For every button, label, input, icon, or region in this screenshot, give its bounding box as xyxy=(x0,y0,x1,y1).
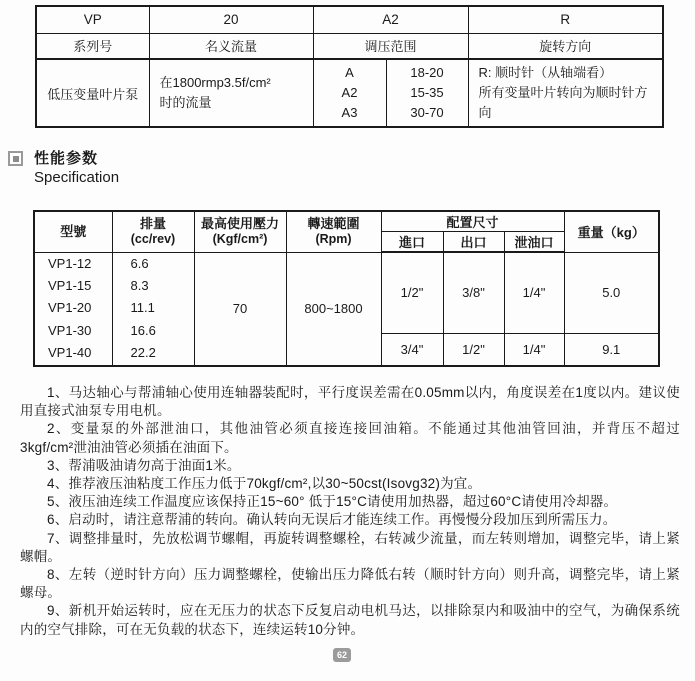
pressure-ranges-cell xyxy=(386,59,468,127)
label-pressure: 调压范围 xyxy=(313,33,468,59)
header-pressure: 最高使用壓力 (Kgf/cm²) xyxy=(194,211,286,252)
specification-table xyxy=(33,210,660,367)
outlet-group2: 1/2" xyxy=(443,333,504,365)
inlet-group1: 1/2" xyxy=(381,252,443,333)
square-bullet-icon xyxy=(8,151,23,166)
flow-desc-line2: 时的流量 xyxy=(159,95,212,110)
label-rotation: 旋转方向 xyxy=(468,33,663,59)
header-drain: 泄油口 xyxy=(504,232,564,253)
pressure-code-a3: A3 xyxy=(341,105,358,120)
inlet-group2: 3/4" xyxy=(381,333,443,365)
label-series: 系列号 xyxy=(36,33,149,59)
flow-desc-line1: 在1800rmp3.5f/cm² xyxy=(159,75,271,90)
weight-group1: 5.0 xyxy=(564,252,659,333)
series-name-cell: 低压变量叶片泵 xyxy=(36,59,149,127)
note-4: 4、推荐液压油粘度工作压力低于70kgf/cm²,以30~50cst(Isovg32)为宜。 xyxy=(47,476,482,492)
code-series: VP xyxy=(36,6,149,33)
drain-group2: 1/4" xyxy=(504,333,564,365)
note-9: 9、新机开始运转时，应在无压力的状态下反复启动电机马达，以排除泵内和吸油中的空气，为确保系统内的空气排除，可在无负载的状态下，连续运转10分钟。 xyxy=(20,603,680,637)
model-vp1-40: VP1-40 xyxy=(48,345,92,361)
rotation-line2: 所有变量叶片转向为顺时针方向 xyxy=(478,85,648,120)
notes-block xyxy=(20,384,680,639)
section-title-zh: 性能参数 xyxy=(34,150,99,167)
displacement-value: 22.2 xyxy=(130,345,156,361)
displacement-value: 6.6 xyxy=(130,255,149,271)
code-rotation: R xyxy=(468,6,663,33)
pressure-range-a: 18-20 xyxy=(410,65,444,80)
displacements-cell xyxy=(112,252,194,366)
rotation-desc-cell xyxy=(468,59,663,127)
note-5: 5、液压油连续工作温度应该保持正15~60° 低于15°C请使用加热器，超过60°C请使用冷却器。 xyxy=(47,494,618,510)
section-title-en: Specification xyxy=(34,169,120,186)
header-ports-group: 配置尺寸 xyxy=(381,211,564,232)
page-number-badge: 62 xyxy=(333,648,351,662)
flow-desc-cell xyxy=(149,59,313,127)
spec-header-row1 xyxy=(34,211,659,232)
displacement-value: 8.3 xyxy=(130,277,149,293)
note-6: 6、启动时，请注意帮浦的转向。确认转向无误后才能连续工作。再慢慢分段加压到所需压力。 xyxy=(47,512,617,528)
model-vp1-15: VP1-15 xyxy=(48,277,92,293)
outlet-group1: 3/8" xyxy=(443,252,504,333)
model-vp1-20: VP1-20 xyxy=(48,300,92,316)
displacement-value: 16.6 xyxy=(130,322,156,338)
model-vp1-12: VP1-12 xyxy=(48,255,92,271)
note-8: 8、左转（逆时针方向）压力调整螺栓，使输出压力降低右转（顺时针方向）则升高，调整完毕，请上紧螺母。 xyxy=(20,567,680,601)
spec-body-group1 xyxy=(34,252,659,333)
header-inlet: 進口 xyxy=(381,232,443,253)
header-outlet: 出口 xyxy=(443,232,504,253)
header-speed: 轉速範圍 (Rpm) xyxy=(286,211,381,252)
pressure-codes-cell xyxy=(313,59,386,127)
model-vp1-30: VP1-30 xyxy=(48,322,92,338)
code-pressure: A2 xyxy=(313,6,468,33)
pressure-code-a2: A2 xyxy=(341,85,358,100)
weight-group2: 9.1 xyxy=(564,333,659,365)
label-flow: 名义流量 xyxy=(149,33,313,59)
header-weight: 重量（kg） xyxy=(564,211,659,252)
code-flow: 20 xyxy=(149,6,313,33)
max-pressure-cell: 70 xyxy=(194,252,286,366)
code-row xyxy=(36,6,663,33)
label-row xyxy=(36,33,663,59)
detail-row xyxy=(36,59,663,127)
note-2: 2、变量泵的外部泄油口，其他油管必须直接连接回油箱。不能通过其他油管回油，并背压不超过3kgf/cm²泄油油管必须插在油面下。 xyxy=(20,421,680,455)
pressure-code-a: A xyxy=(345,65,354,80)
header-model: 型號 xyxy=(34,211,112,252)
note-1: 1、马达轴心与帮浦轴心使用连轴器装配时，平行度误差需在0.05mm以内，角度误差在1度以内。建议使用直接式油泵专用电机。 xyxy=(20,385,680,419)
header-displacement: 排量 (cc/rev) xyxy=(112,211,194,252)
note-3: 3、帮浦吸油请勿高于油面1米。 xyxy=(47,457,241,473)
speed-range-cell: 800~1800 xyxy=(286,252,381,366)
note-7: 7、调整排量时，先放松调节螺帽，再旋转调整螺栓，右转减少流量，而左转则增加，调整完毕，请上紧螺帽。 xyxy=(20,530,680,564)
pressure-range-a3: 30-70 xyxy=(410,105,444,120)
pressure-range-a2: 15-35 xyxy=(410,85,444,100)
displacement-value: 11.1 xyxy=(130,300,155,316)
models-cell xyxy=(34,252,112,366)
model-code-table xyxy=(35,5,664,128)
drain-group1: 1/4" xyxy=(504,252,564,333)
rotation-line1: R: 顺时针（从轴端看） xyxy=(478,65,613,80)
